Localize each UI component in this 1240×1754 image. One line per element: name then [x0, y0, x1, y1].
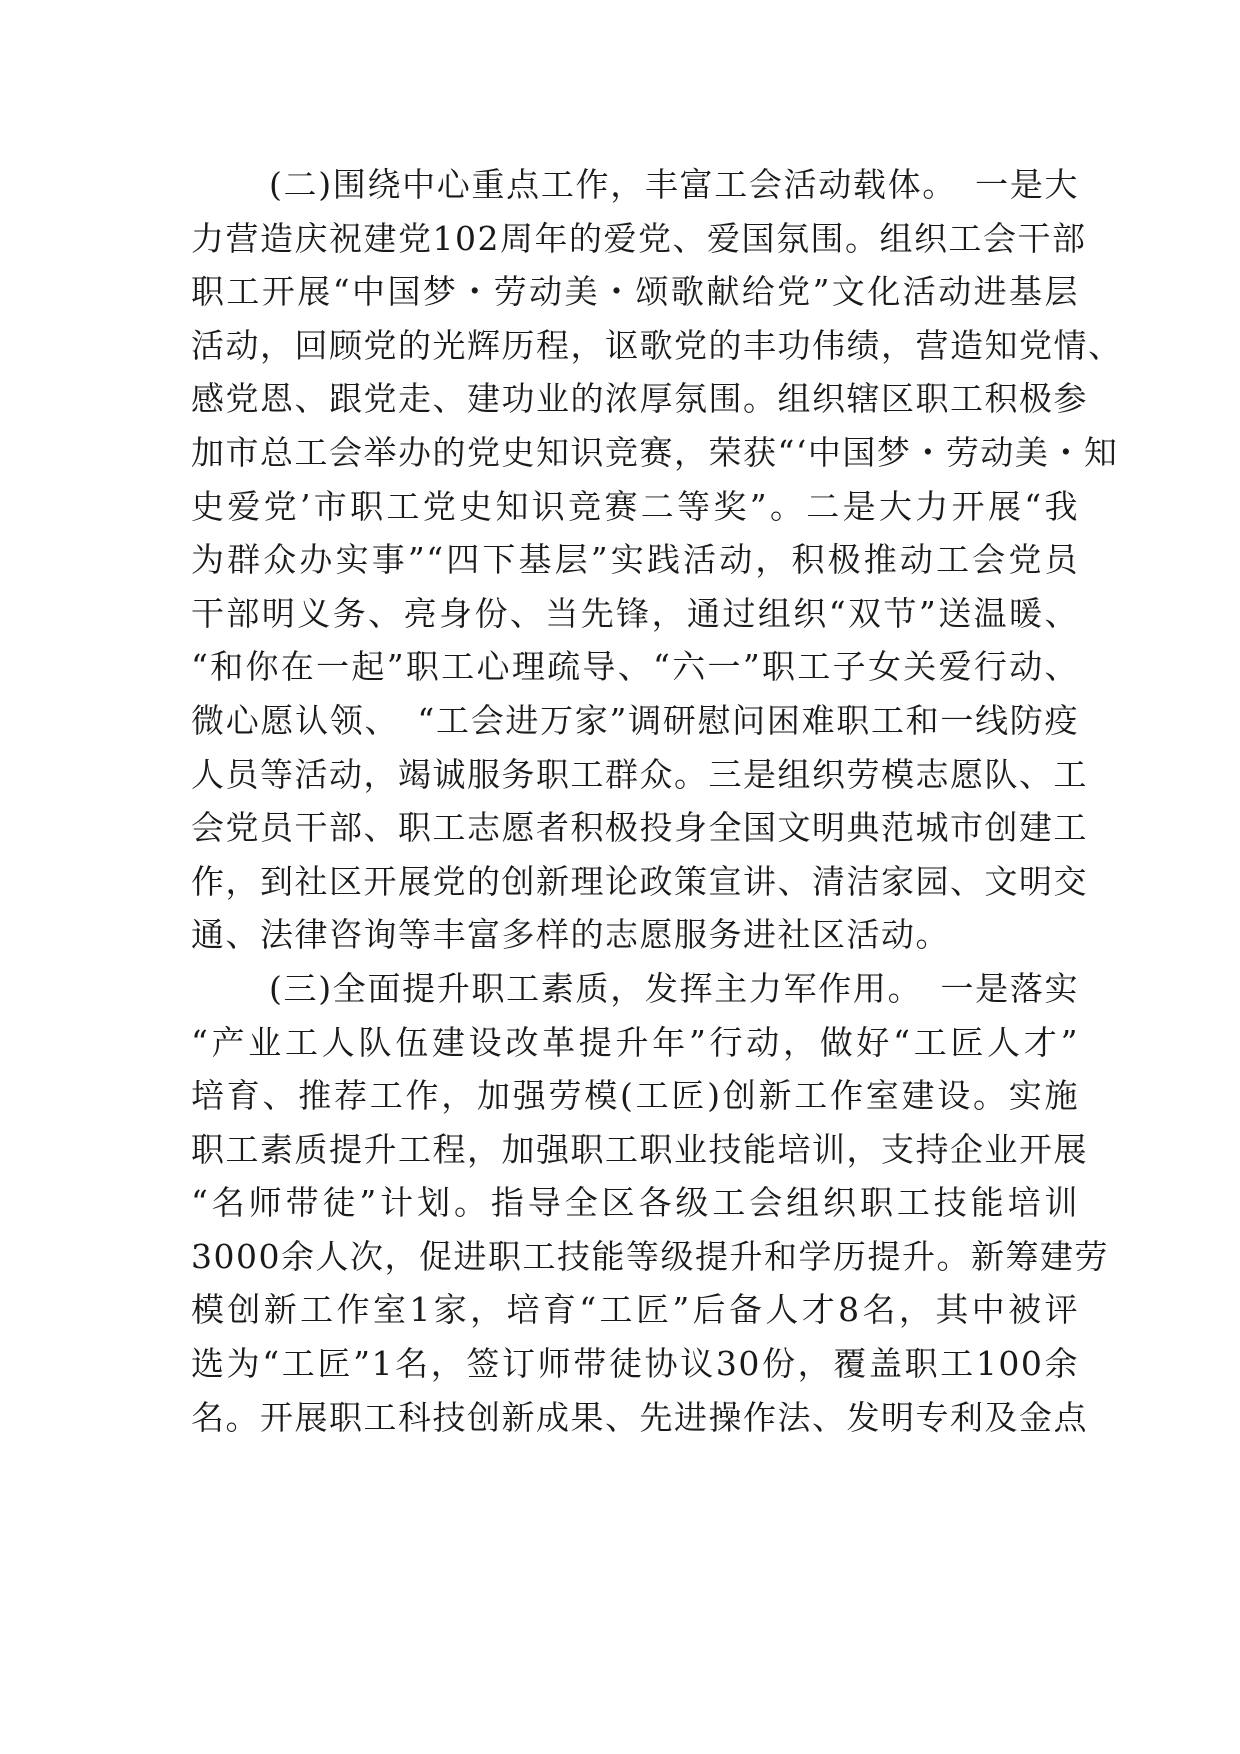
text-line: 作，到社区开展党的创新理论政策宣讲、清洁家园、文明交: [191, 861, 1088, 901]
text-line: 感党恩、跟党走、建功业的浓厚氛围。组织辖区职工积极参: [191, 379, 1088, 419]
text-line: “产业工人队伍建设改革提升年”行动，做好“工匠人才”: [191, 1022, 1079, 1062]
text-line: 史爱党’市职工党史知识竞赛二等奖”。二是大力开展“我: [191, 486, 1079, 526]
text-line: 职工素质提升工程，加强职工职业技能培训，支持企业开展: [191, 1129, 1088, 1169]
text-line: “和你在一起”职工心理疏导、“六一”职工子女关爱行动、: [191, 647, 1079, 687]
paragraph-3: [191, 962, 1109, 1444]
text-line: “名师带徒”计划。指导全区各级工会组织职工技能培训: [191, 1183, 1079, 1223]
text-line: (二)围绕中心重点工作，丰富工会活动载体。 一是大: [269, 165, 1079, 204]
text-line: 选为“工匠”1名，签订师带徒协议30份，覆盖职工100余: [191, 1344, 1079, 1384]
text-line: (三)全面提升职工素质，发挥主力军作用。 一是落实: [269, 968, 1079, 1008]
text-line: 为群众办实事”“四下基层”实践活动，积极推动工会党员: [191, 540, 1079, 580]
text-line: 通、法律咨询等丰富多样的志愿服务进社区活动。: [191, 915, 950, 955]
text-line: 职工开展“中国梦・劳动美・颂歌献给党”文化活动进基层: [191, 272, 1079, 312]
text-line: 培育、推荐工作，加强劳模(工匠)创新工作室建设。实施: [191, 1076, 1079, 1116]
text-line: 干部明义务、亮身份、当先锋，通过组织“双节”送温暖、: [191, 593, 1079, 633]
text-line: 会党员干部、职工志愿者积极投身全国文明典范城市创建工: [191, 808, 1088, 848]
text-line: 3000余人次，促进职工技能等级提升和学历提升。新筹建劳: [191, 1236, 1109, 1276]
text-line: 名。开展职工科技创新成果、先进操作法、发明专利及金点: [191, 1397, 1088, 1437]
text-line: 微心愿认领、 “工会进万家”调研慰问困难职工和一线防疫: [191, 700, 1079, 740]
text-line: 加市总工会举办的党史知识竞赛，荣获“‘中国梦・劳动美・知: [191, 432, 1119, 472]
document-body: [191, 158, 1123, 1444]
paragraph-2: [191, 158, 1123, 962]
text-line: 人员等活动，竭诚服务职工群众。三是组织劳模志愿队、工: [191, 754, 1088, 794]
text-line: 力营造庆祝建党102周年的爱党、爱国氛围。组织工会干部: [191, 218, 1087, 258]
text-line: 模创新工作室1家，培育“工匠”后备人才8名，其中被评: [191, 1290, 1079, 1330]
text-line: 活动，回顾党的光辉历程，讴歌党的丰功伟绩，营造知党情、: [191, 325, 1123, 365]
